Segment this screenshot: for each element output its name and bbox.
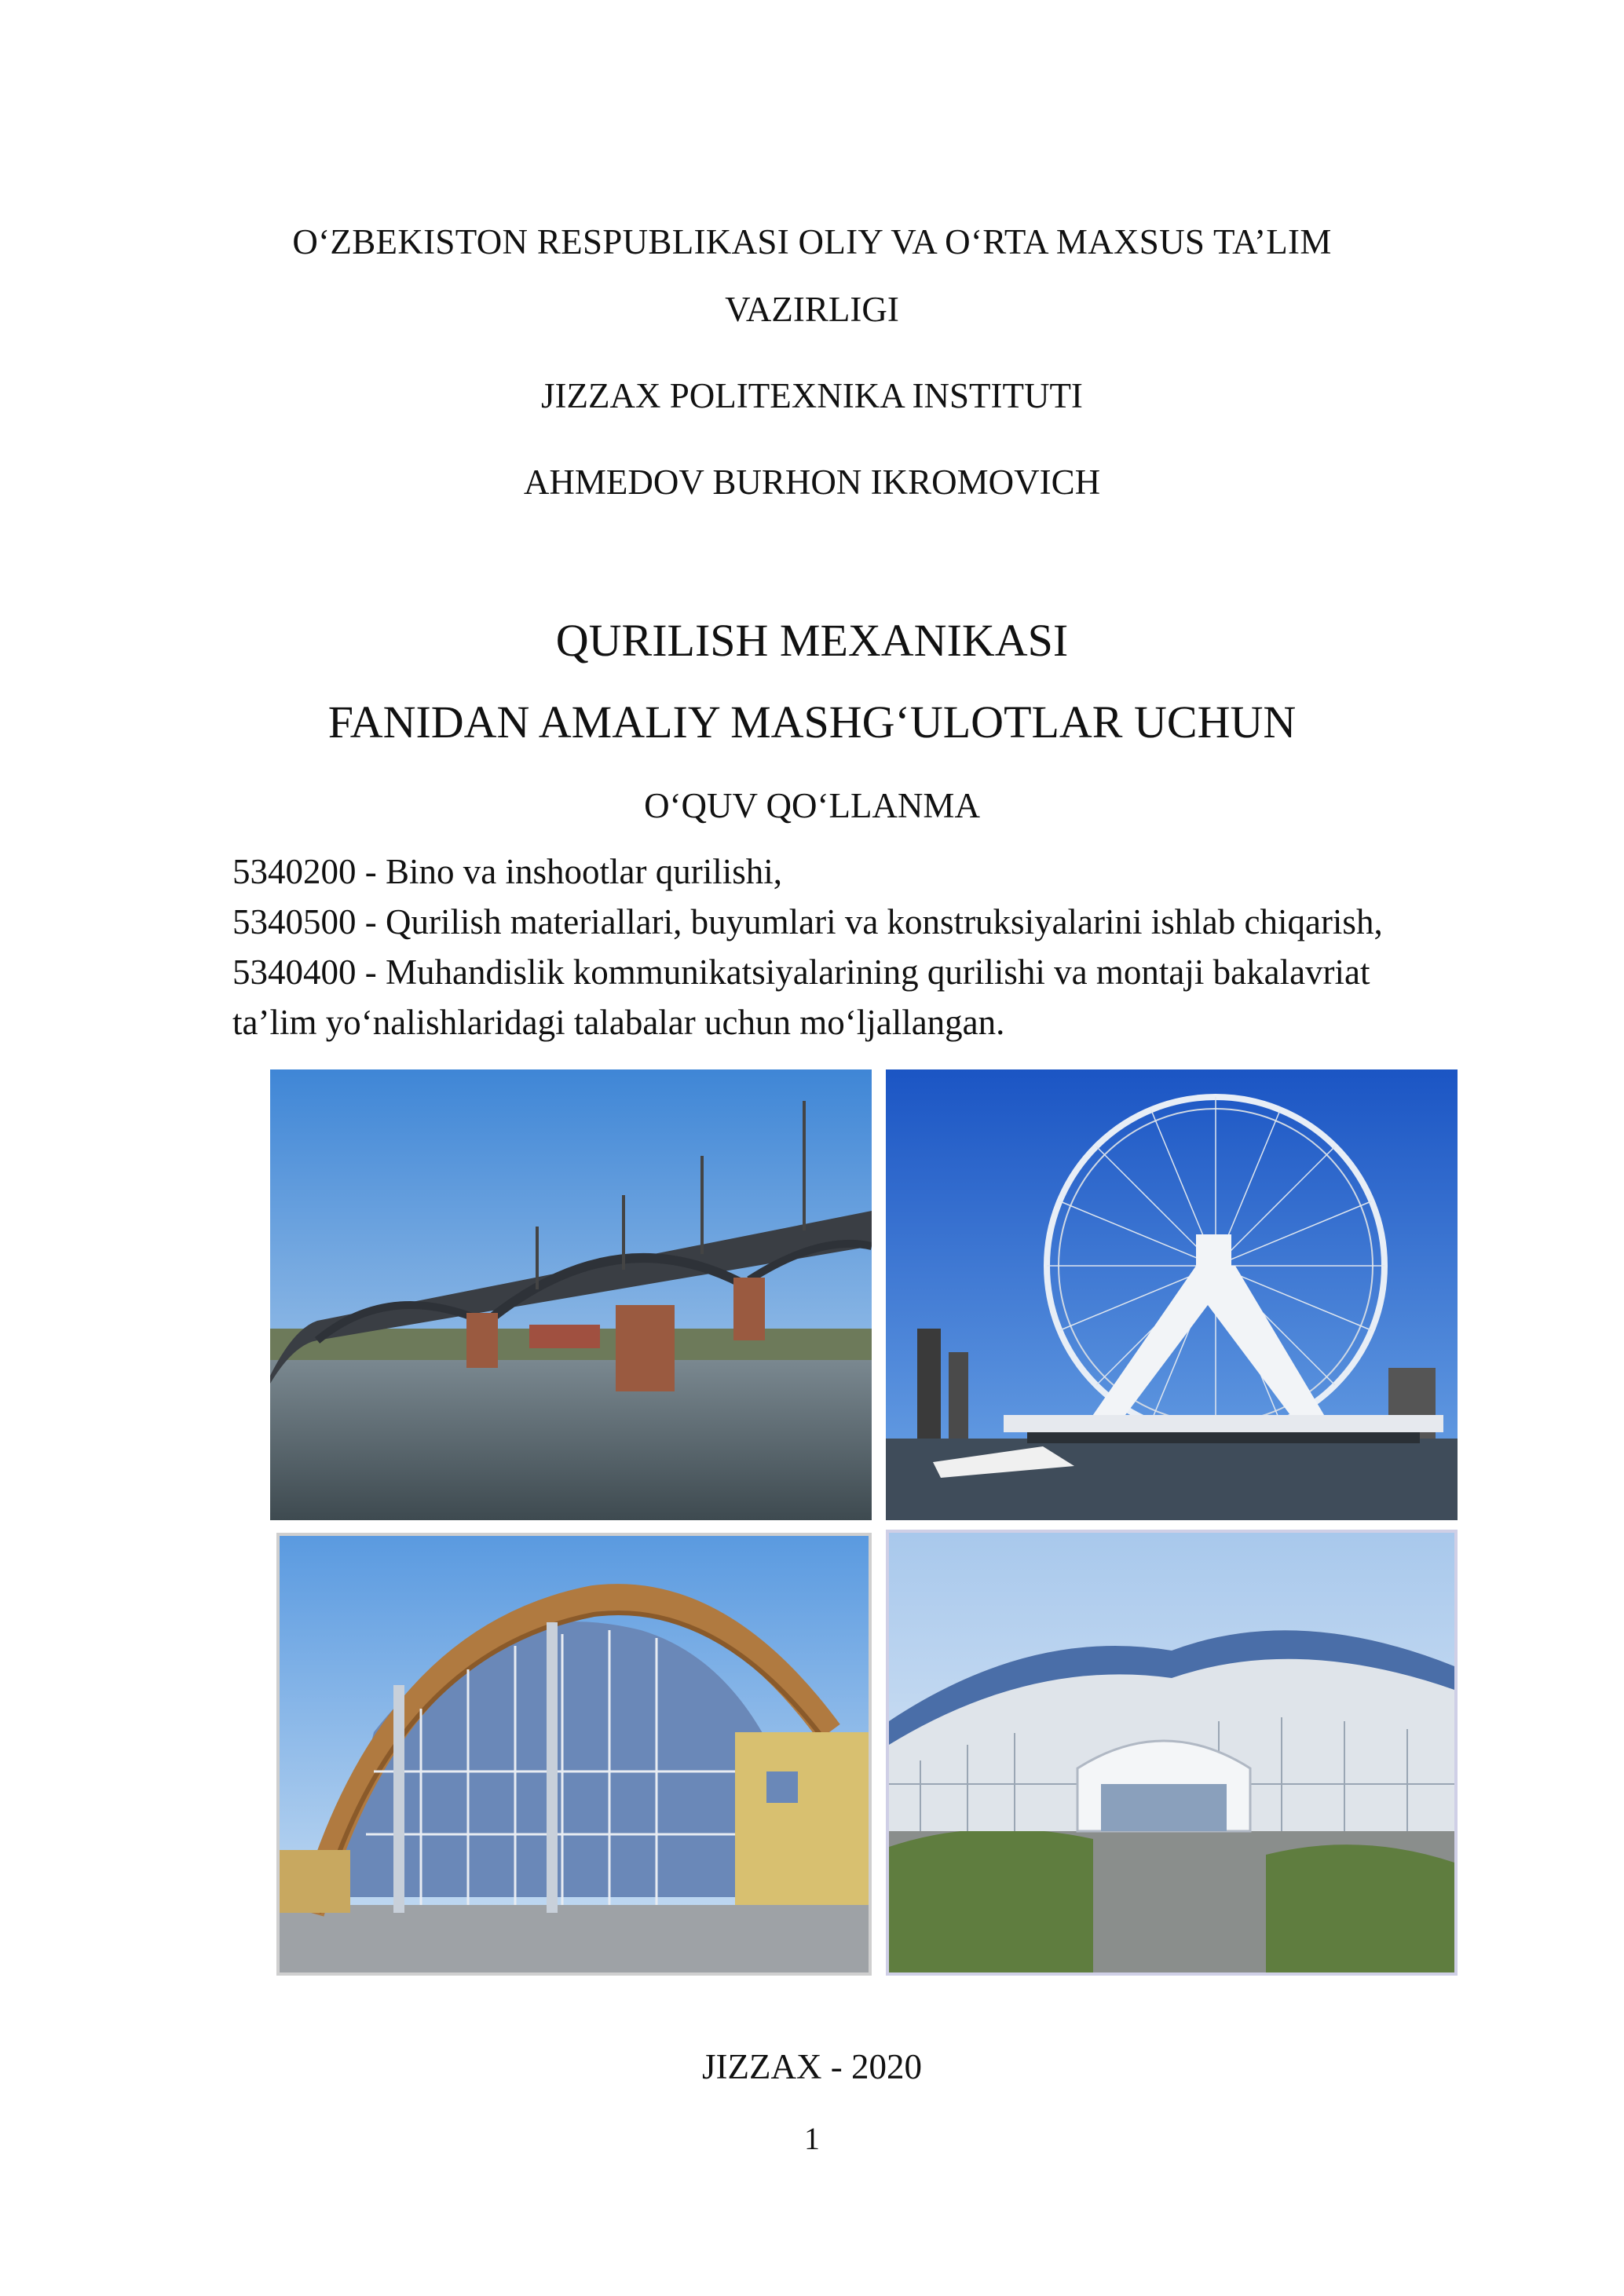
ministry-line-2: VAZIRLIGI	[725, 290, 899, 329]
specialties-list	[232, 846, 1489, 1047]
ministry-line-1: O‘ZBEKISTON RESPUBLIKASI OLIY VA O‘RTA MAXSUS TA’LIM	[292, 222, 1332, 261]
specialty-line: 5340500 - Qurilish materiallari, buyumlari va konstruksiyalarini ishlab chiqarish,	[232, 902, 1383, 941]
institute-name: JIZZAX POLITEXNIKA INSTITUTI	[541, 376, 1083, 415]
bridge-photo	[270, 1069, 872, 1520]
document-type: O‘QUV QO‘LLANMA	[644, 786, 980, 825]
title-line-2: FANIDAN AMALIY MASHG‘ULOTLAR UCHUN	[327, 696, 1297, 748]
specialty-line: ta’lim yo‘nalishlaridagi talabalar uchun mo‘ljallangan.	[232, 1003, 1005, 1042]
stadium-photo	[886, 1530, 1458, 1976]
author-name: AHMEDOV BURHON IKROMOVICH	[523, 462, 1101, 502]
specialty-line: 5340200 - Bino va inshootlar qurilishi,	[232, 852, 782, 891]
page-number: 1	[804, 2121, 820, 2156]
city-year: JIZZAX - 2020	[702, 2047, 922, 2086]
specialty-line: 5340400 - Muhandislik kommunikatsiyalarining qurilishi va montaji bakalavriat	[232, 952, 1370, 992]
title-line-1: QURILISH MEXANIKASI	[555, 615, 1069, 666]
ferris-wheel-bridge-photo	[886, 1069, 1458, 1520]
arched-glass-building-photo	[276, 1533, 872, 1976]
